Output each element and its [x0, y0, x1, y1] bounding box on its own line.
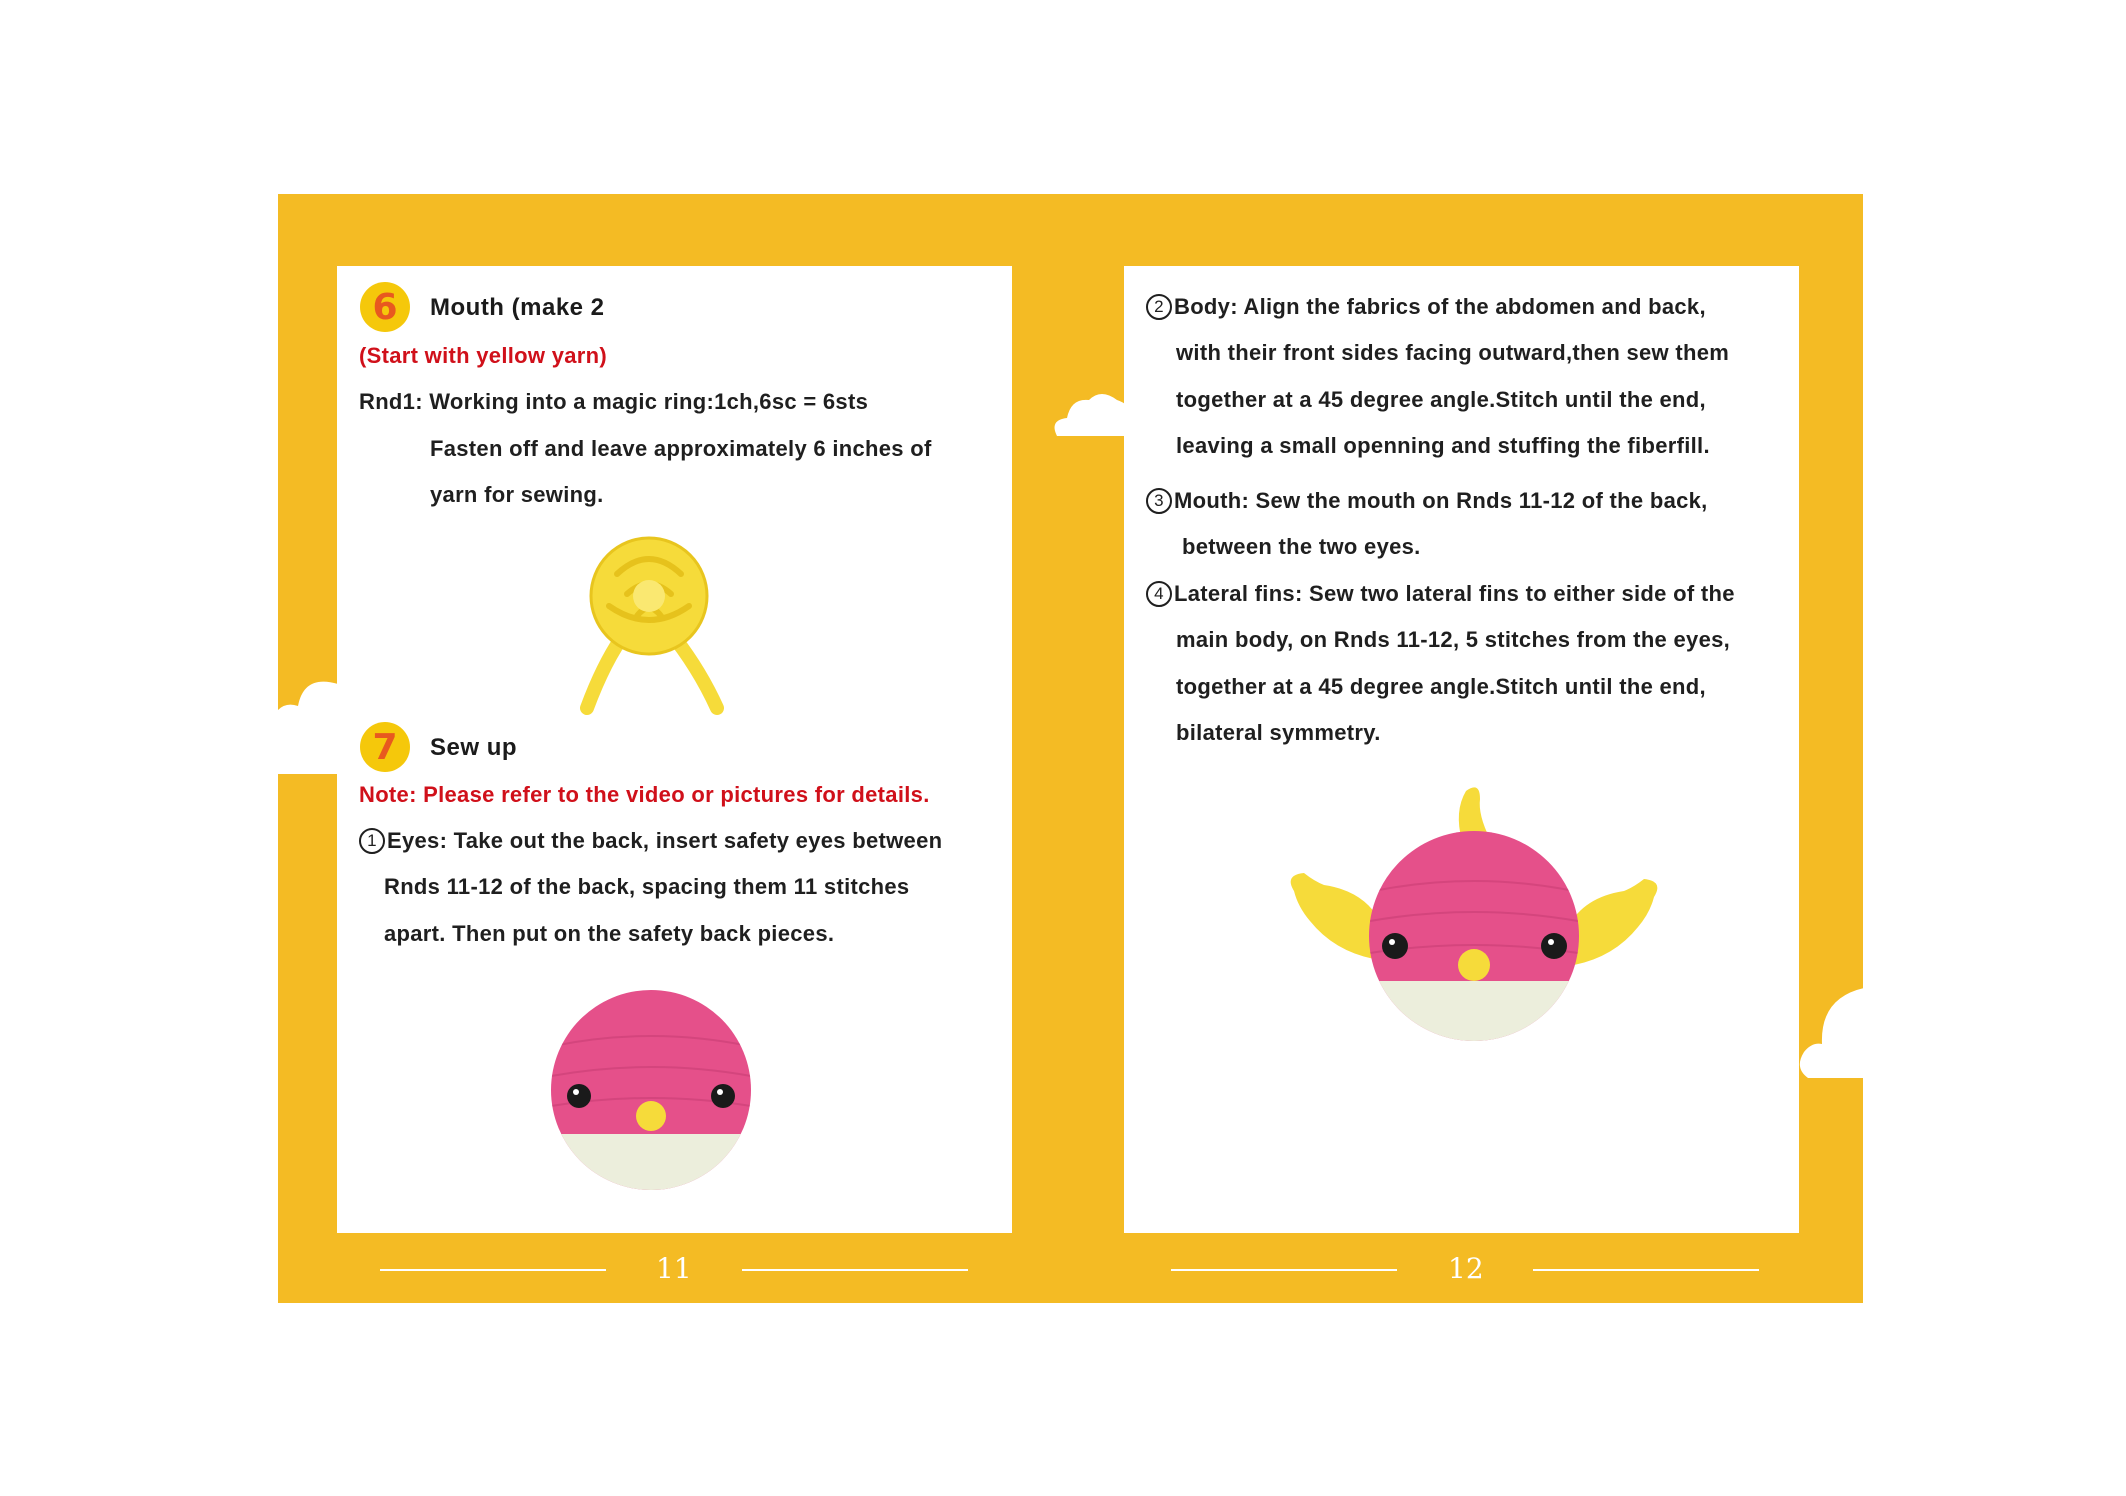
eyes-line-1	[359, 828, 942, 854]
cloud-middle-decoration	[1053, 390, 1133, 436]
step-7-title: Sew up	[430, 734, 518, 761]
cloud-right-decoration	[1798, 988, 1864, 1078]
finished-fish-photo	[1284, 781, 1664, 1071]
fins-text-1: Lateral fins: Sew two lateral fins to either side of the	[1174, 581, 1735, 606]
body-text-1: Body: Align the fabrics of the abdomen and back,	[1174, 294, 1706, 319]
pink-ball-with-eyes-photo	[543, 986, 763, 1196]
fins-line-4: bilateral symmetry.	[1176, 720, 1381, 745]
page-number-left: 11	[656, 1252, 692, 1285]
body-line-2: with their front sides facing outward,then sew them	[1176, 340, 1730, 365]
rnd1-line-3: yarn for sewing.	[430, 482, 604, 507]
circled-number-1: 1	[359, 828, 385, 854]
footer-rule-left-b	[742, 1269, 968, 1271]
left-page-panel	[337, 266, 1012, 1233]
footer-rule-right-a	[1171, 1269, 1397, 1271]
right-page-panel	[1124, 266, 1799, 1233]
page-number-right: 12	[1448, 1252, 1484, 1285]
step-7-note: Note: Please refer to the video or pictures for details.	[359, 782, 930, 807]
body-line-1	[1146, 294, 1706, 320]
fins-line-2: main body, on Rnds 11-12, 5 stitches from the eyes,	[1176, 627, 1731, 652]
mouth-line-2: between the two eyes.	[1182, 534, 1421, 559]
booklet-spread	[278, 194, 1863, 1303]
eyes-line-3: apart. Then put on the safety back pieces.	[384, 921, 835, 946]
fins-line-3: together at a 45 degree angle.Stitch until the end,	[1176, 674, 1706, 699]
step-6-title: Mouth (make 2	[430, 294, 605, 321]
footer-rule-right-b	[1533, 1269, 1759, 1271]
eyes-text-1: Eyes: Take out the back, insert safety eyes between	[387, 828, 943, 853]
step-6-badge: 6	[360, 282, 410, 332]
body-line-3: together at a 45 degree angle.Stitch until the end,	[1176, 387, 1706, 412]
fins-line-1	[1146, 581, 1735, 607]
circled-number-4: 4	[1146, 581, 1172, 607]
footer-rule-left-a	[380, 1269, 606, 1271]
yellow-mouth-photo	[547, 534, 767, 708]
circled-number-3: 3	[1146, 488, 1172, 514]
rnd1-line-2: Fasten off and leave approximately 6 inches of	[430, 436, 932, 461]
mouth-text-1: Mouth: Sew the mouth on Rnds 11-12 of the back,	[1174, 488, 1708, 513]
rnd1-line-1: Rnd1: Working into a magic ring:1ch,6sc = 6sts	[359, 389, 869, 414]
mouth-line-1	[1146, 488, 1708, 514]
step-6-note: (Start with yellow yarn)	[359, 343, 608, 368]
body-line-4: leaving a small openning and stuffing the fiberfill.	[1176, 433, 1710, 458]
eyes-line-2: Rnds 11-12 of the back, spacing them 11 stitches	[384, 874, 910, 899]
step-7-badge: 7	[360, 722, 410, 772]
circled-number-2: 2	[1146, 294, 1172, 320]
